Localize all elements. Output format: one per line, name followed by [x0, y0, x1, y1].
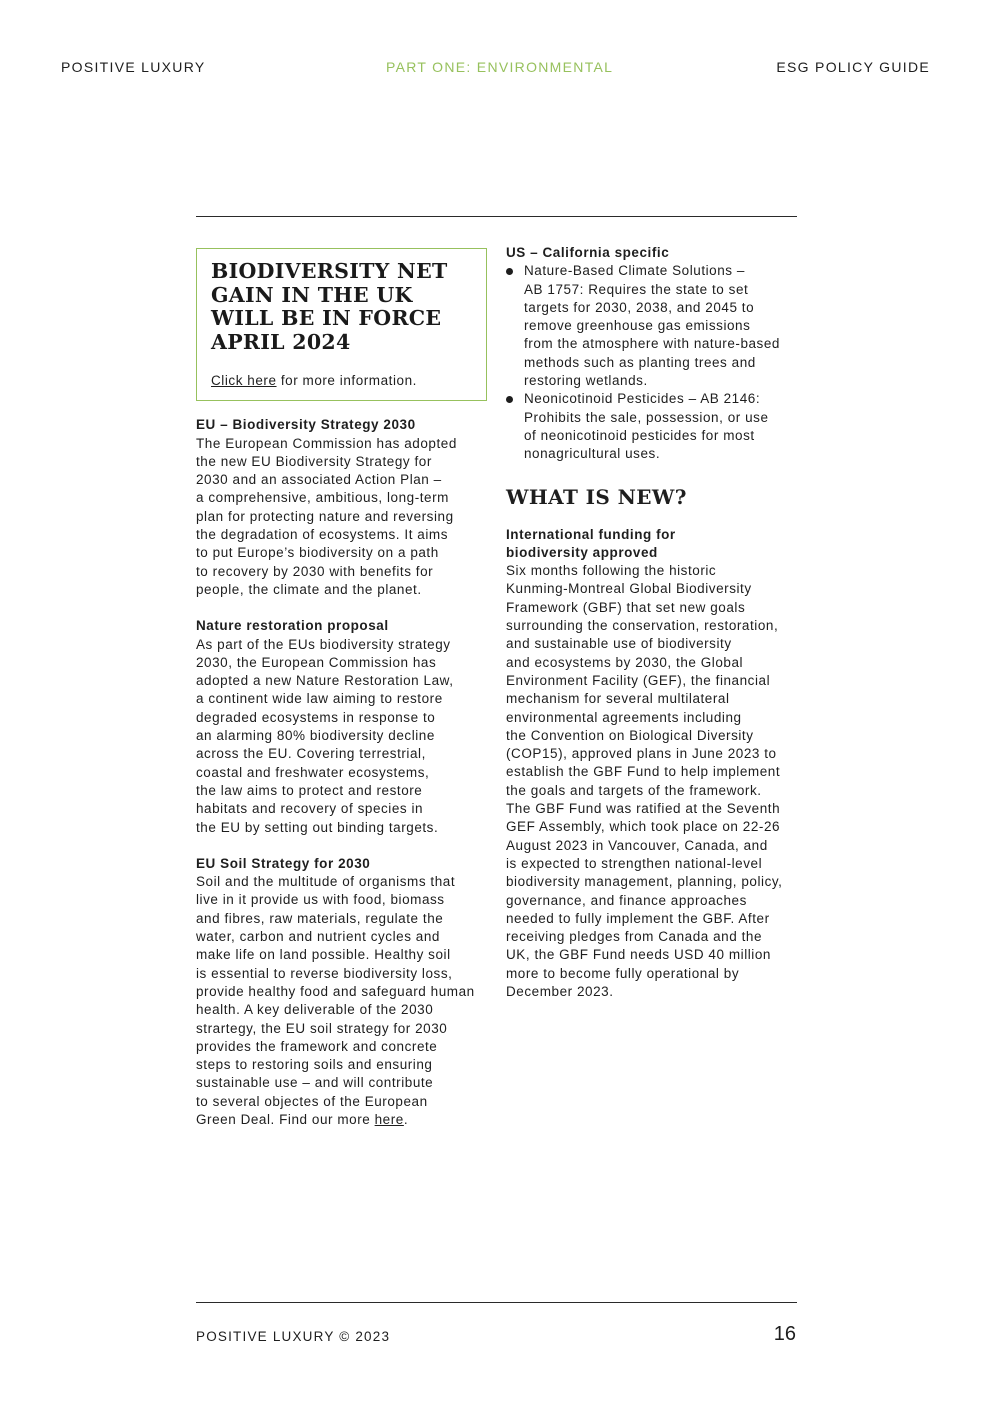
- header-brand: POSITIVE LUXURY: [61, 59, 206, 75]
- bullet-item: [506, 390, 798, 463]
- text-line: health. A key deliverable of the 2030: [196, 1002, 434, 1018]
- text-line: The European Commission has adopted: [196, 435, 457, 451]
- text-line: nonagricultural uses.: [524, 446, 661, 462]
- text-line: the goals and targets of the framework.: [506, 782, 762, 798]
- text-line: adopted a new Nature Restoration Law,: [196, 673, 454, 689]
- text-line: GEF Assembly, which took place on 22-26: [506, 819, 781, 835]
- text-line: Environment Facility (GEF), the financial: [506, 672, 771, 688]
- text-line: The GBF Fund was ratified at the Seventh: [506, 801, 781, 817]
- text-line: receiving pledges from Canada and the: [506, 929, 762, 945]
- nature-restoration-section: [196, 617, 488, 837]
- section-body: [196, 873, 488, 1111]
- text-line: Nature-Based Climate Solutions –: [524, 263, 745, 279]
- text-line: of neonicotinoid pesticides for most: [524, 427, 755, 443]
- text-line: AB 1757: Requires the state to set: [524, 281, 749, 297]
- page-number: 16: [773, 1323, 796, 1345]
- text-line: coastal and freshwater ecosystems,: [196, 764, 430, 780]
- text-line: (COP15), approved plans in June 2023 to: [506, 746, 777, 762]
- text-line: across the EU. Covering terrestrial,: [196, 746, 426, 762]
- top-divider: [196, 216, 797, 217]
- click-here-link[interactable]: Click here: [211, 373, 277, 388]
- section-title: US – California specific: [506, 245, 670, 260]
- text-line: remove greenhouse gas emissions: [524, 318, 751, 334]
- text-line: 2030 and an associated Action Plan –: [196, 472, 442, 488]
- bullet-item: [506, 262, 798, 390]
- section-body: [196, 435, 488, 600]
- text-line: plan for protecting nature and reversing: [196, 508, 454, 524]
- text-line: mechanism for several multilateral: [506, 691, 730, 707]
- text-line: Prohibits the sale, possession, or use: [524, 409, 769, 425]
- bullet-dot-icon: [506, 268, 513, 275]
- text-line: steps to restoring soils and ensuring: [196, 1057, 433, 1073]
- text-line: people, the climate and the planet.: [196, 581, 422, 597]
- text-line: make life on land possible. Healthy soil: [196, 947, 451, 963]
- text-line: Framework (GBF) that set new goals: [506, 599, 746, 615]
- callout-title-line: GAIN IN THE UK: [211, 282, 413, 307]
- international-funding-section: [506, 526, 798, 1002]
- text-line: a comprehensive, ambitious, long-term: [196, 490, 449, 506]
- text-line: habitats and recovery of species in: [196, 801, 424, 817]
- right-column: [506, 244, 798, 1001]
- text-line: water, carbon and nutrient cycles and: [196, 929, 440, 945]
- bullet-dot-icon: [506, 396, 513, 403]
- what-is-new-heading: WHAT IS NEW?: [506, 484, 687, 509]
- text-line: to several objectes of the European: [196, 1093, 428, 1109]
- text-line: environmental agreements including: [506, 709, 742, 725]
- section-title: EU – Biodiversity Strategy 2030: [196, 417, 416, 433]
- callout-link-suffix: for more information.: [276, 373, 417, 388]
- text-line: needed to fully implement the GBF. After: [506, 910, 770, 926]
- bottom-divider: [196, 1302, 797, 1303]
- text-line: from the atmosphere with nature-based: [524, 336, 780, 352]
- text-line: establish the GBF Fund to help implement: [506, 764, 781, 780]
- text-line: degraded ecosystems in response to: [196, 709, 436, 725]
- text-line: strartegy, the EU soil strategy for 2030: [196, 1020, 448, 1036]
- text-line: and fibres, raw materials, regulate the: [196, 910, 444, 926]
- text-line: a continent wide law aiming to restore: [196, 691, 443, 707]
- text-line: sustainable use – and will contribute: [196, 1075, 434, 1091]
- text-line: governance, and finance approaches: [506, 892, 747, 908]
- text-line: and ecosystems by 2030, the Global: [506, 654, 744, 670]
- text-line: is essential to reverse biodiversity loss,: [196, 965, 453, 981]
- eu-strategy-section: [196, 416, 488, 599]
- section-title-line: International funding for: [506, 526, 676, 542]
- callout-title: [211, 260, 474, 354]
- bullet-list: [506, 262, 798, 463]
- text-line: December 2023.: [506, 983, 614, 999]
- text-line: Kunming-Montreal Global Biodiversity: [506, 581, 752, 597]
- section-title-line: biodiversity approved: [506, 544, 658, 560]
- header-section-title: PART ONE: ENVIRONMENTAL: [386, 59, 614, 75]
- text-line: the law aims to protect and restore: [196, 782, 423, 798]
- callout-box: [196, 248, 487, 401]
- text-line: 2030, the European Commission has: [196, 654, 437, 670]
- footer-copyright: POSITIVE LUXURY © 2023: [196, 1329, 391, 1344]
- text-line: restoring wetlands.: [524, 373, 648, 389]
- text-line: Soil and the multitude of organisms that: [196, 874, 456, 890]
- text-line: more to become fully operational by: [506, 965, 740, 981]
- section-title: EU Soil Strategy for 2030: [196, 855, 371, 871]
- text-line: the new EU Biodiversity Strategy for: [196, 453, 432, 469]
- callout-text: [211, 372, 474, 390]
- california-section: [506, 244, 798, 464]
- text-line: As part of the EUs biodiversity strategy: [196, 636, 451, 652]
- text-line: surrounding the conservation, restoration,: [506, 618, 779, 634]
- text-line: methods such as planting trees and: [524, 354, 756, 370]
- text-line: provide healthy food and safeguard human: [196, 983, 475, 999]
- text-line: Six months following the historic: [506, 563, 717, 579]
- text-line: Neonicotinoid Pesticides – AB 2146:: [524, 391, 761, 407]
- text-line: to recovery by 2030 with benefits for: [196, 563, 434, 579]
- text-line: an alarming 80% biodiversity decline: [196, 728, 435, 744]
- soil-last-line-suffix: .: [403, 1111, 409, 1127]
- text-line: the EU by setting out binding targets.: [196, 819, 439, 835]
- text-line: biodiversity management, planning, policy,: [506, 874, 783, 890]
- section-body: [506, 562, 798, 1001]
- section-body: [196, 636, 488, 837]
- callout-title-line: APRIL 2024: [211, 329, 351, 354]
- text-line: the Convention on Biological Diversity: [506, 727, 754, 743]
- text-line: is expected to strengthen national-level: [506, 855, 763, 871]
- text-line: UK, the GBF Fund needs USD 40 million: [506, 947, 771, 963]
- section-title: Nature restoration proposal: [196, 618, 389, 634]
- callout-title-line: WILL BE IN FORCE: [211, 306, 442, 330]
- header-document-title: ESG POLICY GUIDE: [776, 59, 930, 75]
- callout-title-line: BIODIVERSITY NET: [211, 259, 448, 283]
- soil-strategy-section: [196, 855, 488, 1129]
- soil-last-line-prefix: Green Deal. Find our more: [196, 1111, 375, 1127]
- left-column: [196, 248, 488, 1147]
- here-link[interactable]: here: [374, 1111, 404, 1127]
- text-line: targets for 2030, 2038, and 2045 to: [524, 299, 755, 315]
- text-line: provides the framework and concrete: [196, 1038, 438, 1054]
- text-line: live in it provide us with food, biomass: [196, 892, 445, 908]
- text-line: [196, 1111, 488, 1129]
- text-line: August 2023 in Vancouver, Canada, and: [506, 837, 768, 853]
- text-line: to put Europe’s biodiversity on a path: [196, 545, 439, 561]
- text-line: the degradation of ecosystems. It aims: [196, 527, 449, 543]
- text-line: and sustainable use of biodiversity: [506, 636, 732, 652]
